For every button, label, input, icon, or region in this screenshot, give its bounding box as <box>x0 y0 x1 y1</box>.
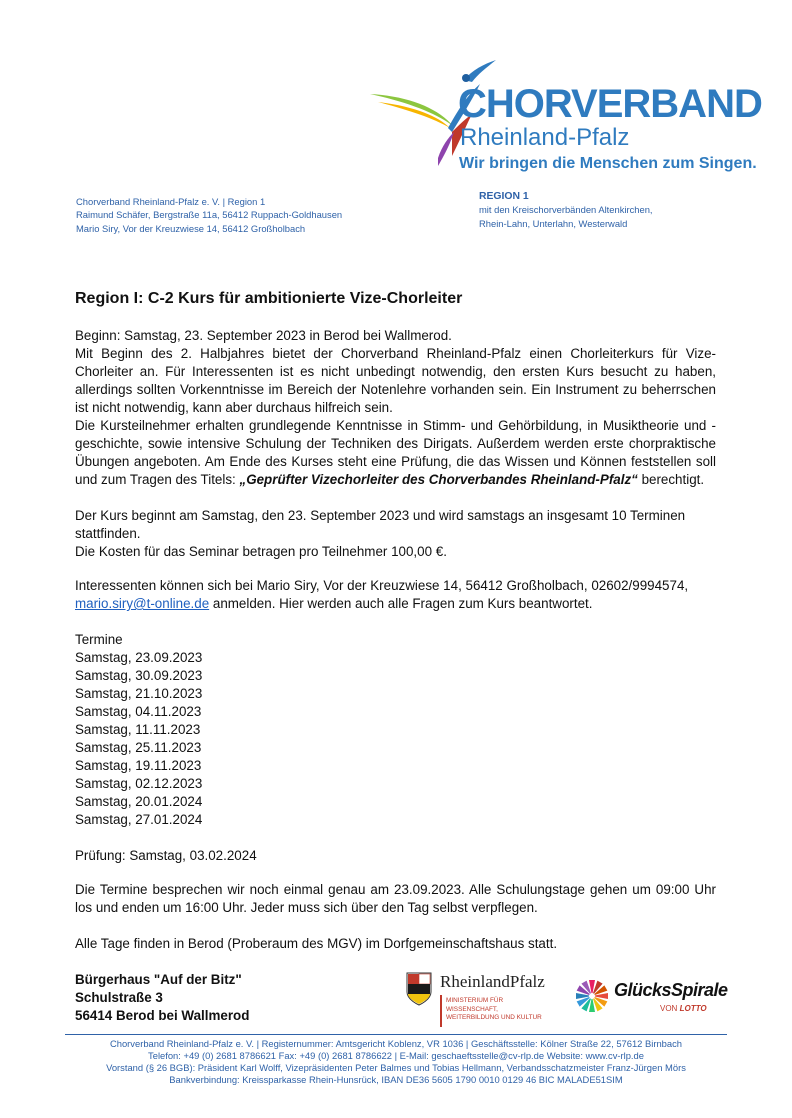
exam-date: Prüfung: Samstag, 03.02.2024 <box>75 848 257 863</box>
ministry-line: WISSENSCHAFT, <box>446 1005 498 1013</box>
intro-paragraph-1: Mit Beginn des 2. Halbjahres bietet der Chorverband Rheinland-Pfalz einen Chorleiterkurs für Vize-Chorleiter an. Für Interessenten ist es nicht unbedingt notwendig, den ersten Kurs besucht zu haben, allerdings sollten Vorkenntnisse im Bereich der Notenlehre vorhanden sein. Ein Instrument zu beherrschen ist nicht notwendig, kann aber durchaus hilfreich sein. <box>75 346 716 415</box>
certificate-title: „Geprüfter Vizechorleiter des Chorverbandes Rheinland-Pfalz“ <box>239 472 638 487</box>
sender-address <box>76 195 342 235</box>
intro-p2-end: berechtigt. <box>637 472 705 487</box>
footer-line: Chorverband Rheinland-Pfalz e. V. | Registernummer: Amtsgericht Koblenz, VR 1036 | Geschäftsstelle: Kölner Straße 22, 57612 Birnbach <box>109 1038 682 1049</box>
rlp-wordmark: RheinlandPfalz <box>440 972 545 991</box>
cost-paragraph: Die Kosten für das Seminar betragen pro Teilnehmer 100,00 €. <box>75 544 447 559</box>
gs-wordmark: GlücksSpirale <box>614 980 728 1000</box>
footer-divider <box>65 1034 727 1035</box>
date-item: Samstag, 21.10.2023 <box>75 686 203 701</box>
date-item: Samstag, 27.01.2024 <box>75 812 203 827</box>
footer-line: Bankverbindung: Kreissparkasse Rhein-Hunsrück, IBAN DE36 5605 1790 0010 0129 46 BIC MALADE51SIM <box>169 1074 623 1085</box>
venue-line: Bürgerhaus "Auf der Bitz" <box>75 972 242 987</box>
footer-line: Telefon: +49 (0) 2681 8786621 Fax: +49 (0) 2681 8786622 | E-Mail: geschaeftsstelle@cv-rlp.de Website: www.cv-rlp.de <box>148 1050 644 1061</box>
region-info <box>479 190 653 230</box>
course-info <box>75 507 716 561</box>
sender-line: Chorverband Rheinland-Pfalz e. V. | Region 1 <box>76 196 266 207</box>
course-paragraph: Der Kurs beginnt am Samstag, den 23. September 2023 und wird samstags an insgesamt 10 Terminen stattfinden. <box>75 508 686 541</box>
location-paragraph: Alle Tage finden in Berod (Proberaum des MGV) im Dorfgemeinschaftshaus statt. <box>75 936 558 951</box>
footer-line: Vorstand (§ 26 BGB): Präsident Karl Wolff, Vizepräsidenten Peter Balmes und Tobias Hellmann, Verbandsschatzmeister Franz-Jürgen Mörs <box>106 1062 686 1073</box>
region-title: REGION 1 <box>479 191 529 202</box>
region-line: mit den Kreischorverbänden Altenkirchen, <box>479 204 653 216</box>
date-item: Samstag, 20.01.2024 <box>75 794 203 809</box>
sender-line: Mario Siry, Vor der Kreuzwiese 14, 56412 Großholbach <box>76 222 306 234</box>
ministry-line: WEITERBILDUNG UND KULTUR <box>446 1014 542 1022</box>
logo-title: CHORVERBAND <box>458 82 762 126</box>
coat-of-arms-icon <box>406 972 432 1006</box>
intro-p2-text: Die Kursteilnehmer erhalten grundlegende Kenntnisse in Stimm- und Gehörbildung, in Musiktheorie und -geschichte, sowie intensive Schulung der Techniken des Dirigats. Außerdem werden erste chorpraktische Übungen angeboten. Am Ende des Kurses steht eine Prüfung, die das Wissen und Können feststellen soll und zum Tragen des Titels: <box>75 418 716 487</box>
date-item: Samstag, 02.12.2023 <box>75 776 203 791</box>
date-item: Samstag, 25.11.2023 <box>75 740 202 755</box>
date-item: Samstag, 23.09.2023 <box>75 650 203 665</box>
date-item: Samstag, 30.09.2023 <box>75 668 203 683</box>
ministry-line: MINISTERIUM FÜR <box>446 997 504 1004</box>
date-item: Samstag, 11.11.2023 <box>75 722 201 737</box>
logo-tagline: Wir bringen die Menschen zum Singen. <box>459 155 757 172</box>
date-item: Samstag, 04.11.2023 <box>75 704 202 719</box>
footer <box>40 1038 752 1086</box>
venue-line: Schulstraße 3 <box>75 990 163 1005</box>
intro-section <box>75 327 716 489</box>
intro-start-line: Beginn: Samstag, 23. September 2023 in Berod bei Wallmerod. <box>75 328 452 343</box>
gs-von: VON <box>660 1004 678 1013</box>
contact-paragraph <box>75 577 716 613</box>
logo-subtitle: Rheinland-Pfalz <box>460 124 630 151</box>
gs-lotto: LOTTO <box>679 1004 707 1013</box>
dates-heading: Termine <box>75 632 123 647</box>
ministry-logo <box>406 970 556 1030</box>
gs-byline <box>660 1004 707 1013</box>
sender-line: Raimund Schäfer, Bergstraße 11a, 56412 Ruppach-Goldhausen <box>76 209 343 221</box>
contact-email-link[interactable]: mario.siry@t-online.de <box>75 596 210 611</box>
ministry-name <box>446 997 542 1023</box>
contact-text-end: anmelden. Hier werden auch alle Fragen zum Kurs beantwortet. <box>209 596 593 611</box>
contact-text: Interessenten können sich bei Mario Siry, Vor der Kreuzwiese 14, 56412 Großholbach, 02602/9994574, <box>75 578 689 593</box>
date-item: Samstag, 19.11.2023 <box>75 758 202 773</box>
intro-paragraph-2 <box>75 417 716 489</box>
schedule-paragraph: Die Termine besprechen wir noch einmal genau am 23.09.2023. Alle Schulungstage gehen um 09:00 Uhr los und enden um 16:00 Uhr. Jeder muss sich über den Tag selbst verpflegen. <box>75 882 716 915</box>
venue-line: 56414 Berod bei Wallmerod <box>75 1008 250 1023</box>
region-line: Rhein-Lahn, Unterlahn, Westerwald <box>479 217 628 229</box>
dates-list <box>75 631 716 829</box>
document-title: Region I: C-2 Kurs für ambitionierte Vize-Chorleiter <box>75 290 463 307</box>
venue-address <box>75 971 249 1025</box>
gluecksspirale-logo <box>574 976 728 1026</box>
spiral-icon <box>574 978 610 1014</box>
